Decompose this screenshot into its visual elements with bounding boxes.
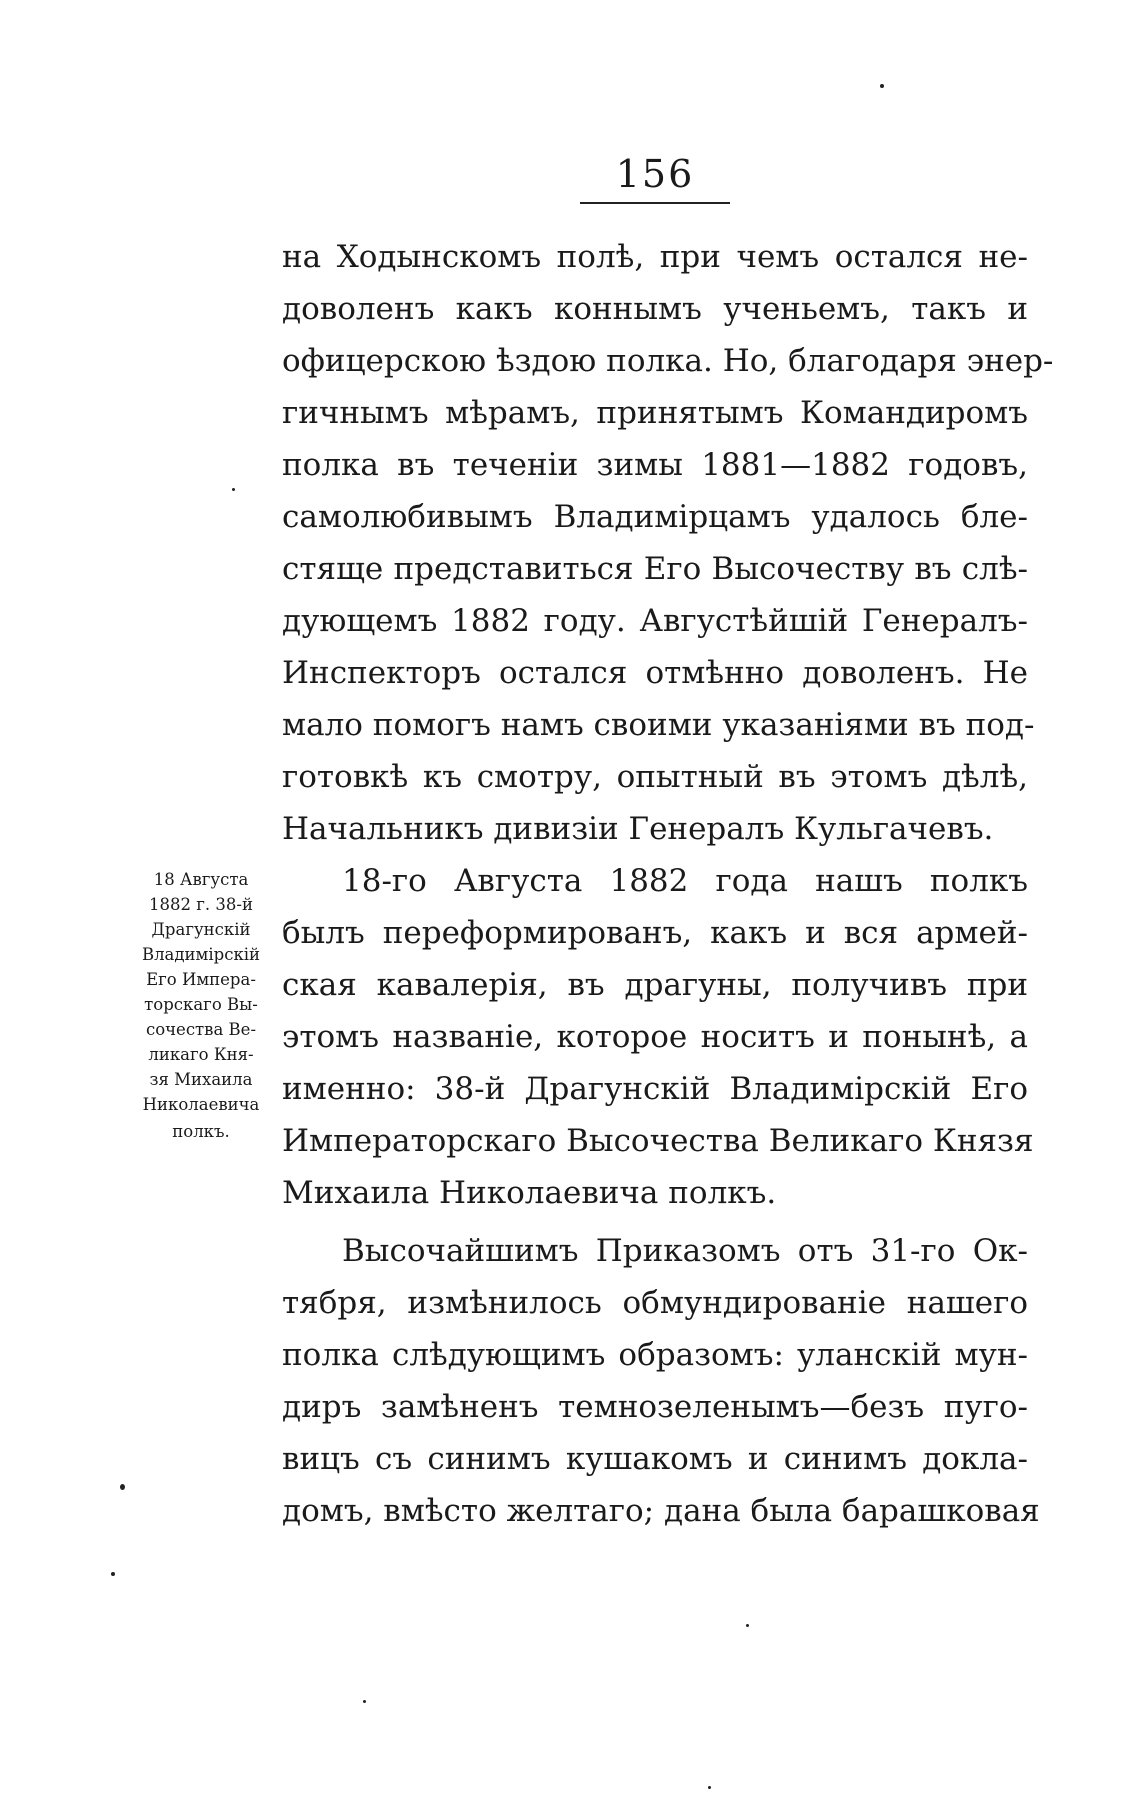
scan-speck (708, 1786, 711, 1789)
text-line: Начальникъ дивизіи Генералъ Кульгачевъ. (282, 811, 994, 847)
text-line: доволенъ какъ коннымъ ученьемъ, такъ и (282, 291, 1028, 327)
text-line: гичнымъ мѣрамъ, принятымъ Командиромъ (282, 395, 1028, 431)
text-line: диръ замѣненъ темнозеленымъ—безъ пуго- (282, 1389, 1028, 1425)
scan-speck (363, 1700, 366, 1703)
text-line: готовкѣ къ смотру, опытный въ этомъ дѣлѣ, (282, 759, 1028, 795)
margin-note-line: Драгунскій (151, 920, 251, 939)
text-line: именно: 38-й Драгунскій Владимірскій Его (282, 1071, 1028, 1107)
text-line: былъ переформированъ, какъ и вся армей- (282, 915, 1028, 951)
text-line: Михаила Николаевича полкъ. (282, 1175, 777, 1211)
text-line: полка слѣдующимъ образомъ: уланскій мун- (282, 1337, 1028, 1373)
text-line: самолюбивымъ Владимірцамъ удалось бле- (282, 499, 1028, 535)
margin-note-line: Николаевича (142, 1095, 260, 1114)
text-line: дующемъ 1882 году. Августѣйшій Генералъ- (282, 603, 1028, 639)
scan-speck (232, 488, 235, 491)
text-line: полка въ теченіи зимы 1881—1882 годовъ, (282, 447, 1028, 483)
text-line: 18-го Августа 1882 года нашъ полкъ (342, 863, 1028, 899)
text-line: на Ходынскомъ полѣ, при чемъ остался не- (282, 239, 1028, 275)
margin-note-line: 1882 г. 38-й (149, 895, 253, 914)
margin-note-line: Его Импера- (146, 970, 256, 989)
text-line: вицъ съ синимъ кушакомъ и синимъ докла- (282, 1441, 1028, 1477)
page-number: 156 (615, 152, 695, 196)
text-line: офицерскою ѣздою полка. Но, благодаря энер- (282, 343, 1054, 379)
text-line: тября, измѣнилось обмундированіе нашего (282, 1285, 1028, 1321)
page-number-rule (580, 202, 730, 204)
margin-note-line: ликаго Кня- (148, 1045, 254, 1064)
scan-speck (111, 1572, 115, 1576)
text-line: домъ, вмѣсто желтаго; дана была барашковая (282, 1493, 1040, 1529)
text-line: Высочайшимъ Приказомъ отъ 31-го Ок- (342, 1233, 1028, 1269)
text-line: ская кавалерія, въ драгуны, получивъ при (282, 967, 1028, 1003)
margin-note-line: 18 Августа (153, 870, 249, 889)
text-line: мало помогъ намъ своими указаніями въ под- (282, 707, 1035, 743)
text-line: этомъ названіе, которое носитъ и понынѣ, а (282, 1019, 1028, 1055)
margin-note-line: зя Михаила (149, 1070, 253, 1089)
margin-note-line: сочества Ве- (145, 1020, 257, 1039)
text-line: Инспекторъ остался отмѣнно доволенъ. Не (282, 655, 1028, 691)
margin-note-line: Владимірскій (141, 945, 261, 964)
scan-speck (746, 1624, 749, 1627)
margin-note-line: торскаго Вы- (144, 995, 258, 1014)
scan-speck (880, 84, 884, 88)
scan-speck (120, 1484, 125, 1490)
margin-note-line: полкъ. (172, 1122, 230, 1141)
text-line: Императорскаго Высочества Великаго Князя (282, 1123, 1034, 1159)
text-line: стяще представиться Его Высочеству въ слѣ- (282, 551, 1028, 587)
